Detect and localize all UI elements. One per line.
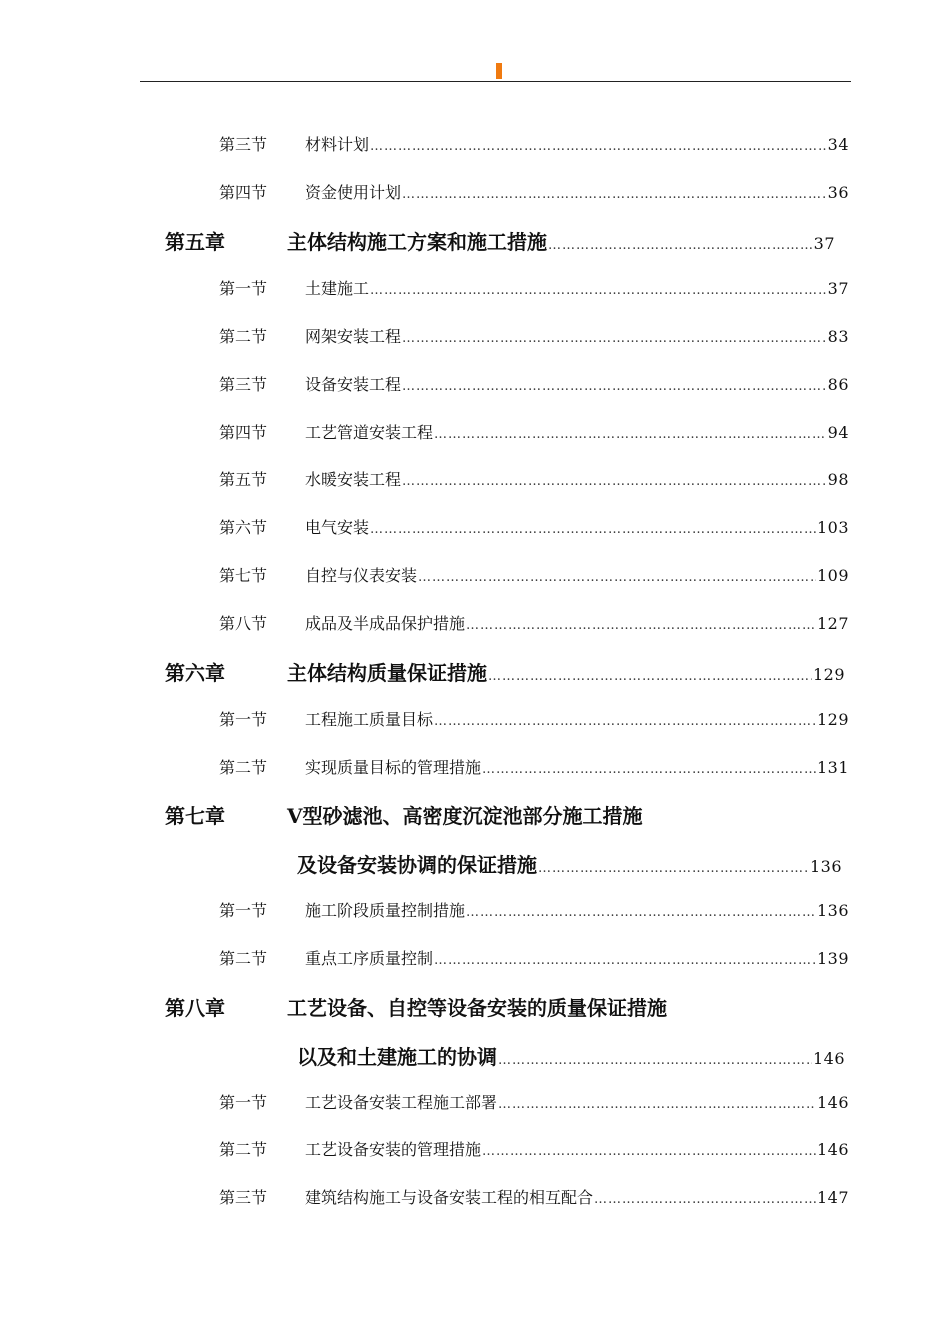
toc-page-number: 129	[812, 665, 845, 684]
toc-section-number: 第五节	[219, 470, 268, 489]
toc-page-number: 127	[816, 614, 849, 633]
toc-chapter-title-continued: 及设备安装协调的保证措施	[297, 853, 537, 877]
toc-chapter-entry[interactable]	[165, 226, 835, 255]
toc-page-number: 146	[816, 1093, 849, 1112]
toc-section-title: 实现质量目标的管理措施	[305, 758, 482, 777]
toc-page-number: 103	[816, 518, 849, 537]
toc-entry[interactable]	[219, 1137, 849, 1160]
toc-chapter-number: 第五章	[165, 230, 225, 254]
toc-section-number: 第四节	[219, 183, 268, 202]
toc-section-number: 第二节	[219, 949, 268, 968]
toc-leader	[466, 905, 816, 920]
toc-leader	[548, 238, 813, 253]
toc-section-title: 重点工序质量控制	[305, 949, 434, 968]
toc-leader	[434, 953, 816, 968]
toc-page-number: 147	[816, 1188, 849, 1207]
toc-chapter-title: 工艺设备、自控等设备安装的质量保证措施	[287, 996, 667, 1020]
toc-section-number: 第二节	[219, 758, 268, 777]
toc-section-number: 第二节	[219, 327, 268, 346]
toc-entry[interactable]	[219, 1090, 849, 1113]
toc-entry[interactable]	[219, 372, 849, 395]
toc-leader	[402, 331, 827, 346]
toc-section-title: 设备安装工程	[305, 375, 402, 394]
toc-section-title: 土建施工	[305, 279, 370, 298]
toc-leader	[498, 1097, 816, 1112]
toc-chapter-title: 主体结构施工方案和施工措施	[287, 230, 547, 254]
toc-chapter-entry[interactable]	[165, 992, 667, 1021]
toc-entry[interactable]	[219, 898, 849, 921]
toc-leader	[434, 427, 827, 442]
toc-leader	[370, 139, 827, 154]
toc-entry[interactable]	[219, 180, 849, 203]
toc-leader	[402, 187, 827, 202]
toc-chapter-entry-continuation[interactable]	[297, 1041, 845, 1070]
toc-section-title: 成品及半成品保护措施	[305, 614, 466, 633]
toc-page-number: 37	[827, 279, 849, 298]
toc-entry[interactable]	[219, 324, 849, 347]
toc-leader	[370, 283, 827, 298]
toc-chapter-title: V型砂滤池、高密度沉淀池部分施工措施	[287, 804, 643, 828]
toc-section-number: 第三节	[219, 1188, 268, 1207]
toc-section-number: 第六节	[219, 518, 268, 537]
toc-leader	[482, 1144, 816, 1159]
toc-section-title: 建筑结构施工与设备安装工程的相互配合	[305, 1188, 594, 1207]
toc-section-number: 第一节	[219, 901, 268, 920]
header-rule	[140, 81, 851, 82]
toc-chapter-entry[interactable]	[165, 657, 845, 686]
toc-section-number: 第一节	[219, 710, 268, 729]
toc-section-title: 工艺设备安装的管理措施	[305, 1140, 482, 1159]
toc-chapter-entry-continuation[interactable]	[297, 849, 842, 878]
toc-leader	[594, 1192, 816, 1207]
toc-page-number: 139	[816, 949, 849, 968]
toc-section-title: 工艺设备安装工程施工部署	[305, 1093, 498, 1112]
toc-page-number: 129	[816, 710, 849, 729]
toc-chapter-number: 第六章	[165, 661, 225, 685]
toc-page-number: 83	[827, 327, 849, 346]
toc-section-number: 第三节	[219, 375, 268, 394]
toc-entry[interactable]	[219, 515, 849, 538]
header-mark	[496, 63, 502, 79]
toc-section-number: 第八节	[219, 614, 268, 633]
toc-section-title: 自控与仪表安装	[305, 566, 418, 585]
toc-entry[interactable]	[219, 611, 849, 634]
toc-chapter-entry[interactable]	[165, 800, 643, 829]
toc-section-title: 施工阶段质量控制措施	[305, 901, 466, 920]
toc-leader	[434, 714, 816, 729]
toc-chapter-title-continued: 以及和土建施工的协调	[297, 1045, 497, 1069]
toc-entry[interactable]	[219, 563, 849, 586]
toc-page-number: 36	[827, 183, 849, 202]
toc-leader	[482, 762, 816, 777]
toc-section-title: 材料计划	[305, 135, 370, 154]
toc-entry[interactable]	[219, 755, 849, 778]
toc-section-title: 网架安装工程	[305, 327, 402, 346]
toc-page-number: 136	[816, 901, 849, 920]
toc-section-title: 工艺管道安装工程	[305, 423, 434, 442]
toc-page-number: 131	[816, 758, 849, 777]
toc-leader	[370, 522, 816, 537]
toc-section-number: 第三节	[219, 135, 268, 154]
toc-section-title: 工程施工质量目标	[305, 710, 434, 729]
toc-page-number: 98	[827, 470, 849, 489]
toc-leader	[402, 474, 827, 489]
toc-leader	[488, 669, 812, 684]
toc-section-title: 水暖安装工程	[305, 470, 402, 489]
toc-entry[interactable]	[219, 420, 849, 443]
toc-page-number: 109	[816, 566, 849, 585]
toc-section-title: 资金使用计划	[305, 183, 402, 202]
toc-entry[interactable]	[219, 467, 849, 490]
toc-section-number: 第二节	[219, 1140, 268, 1159]
toc-leader	[418, 570, 816, 585]
toc-chapter-number: 第七章	[165, 804, 225, 828]
toc-chapter-title: 主体结构质量保证措施	[287, 661, 487, 685]
toc-page-number: 34	[827, 135, 849, 154]
toc-page-number: 37	[813, 234, 835, 253]
toc-section-number: 第七节	[219, 566, 268, 585]
toc-leader	[402, 379, 827, 394]
toc-entry[interactable]	[219, 1185, 849, 1208]
toc-section-number: 第一节	[219, 279, 268, 298]
toc-page-number: 94	[827, 423, 849, 442]
toc-leader	[538, 861, 809, 876]
toc-page-number: 86	[827, 375, 849, 394]
toc-entry[interactable]	[219, 707, 849, 730]
toc-leader	[498, 1053, 812, 1068]
toc-entry[interactable]	[219, 276, 849, 299]
toc-section-title: 电气安装	[305, 518, 370, 537]
toc-entry[interactable]	[219, 132, 849, 155]
toc-section-number: 第一节	[219, 1093, 268, 1112]
toc-section-number: 第四节	[219, 423, 268, 442]
toc-page-number: 146	[816, 1140, 849, 1159]
toc-page-number: 146	[812, 1049, 845, 1068]
toc-chapter-number: 第八章	[165, 996, 225, 1020]
toc-leader	[466, 618, 816, 633]
toc-entry[interactable]	[219, 946, 849, 969]
toc-page-number: 136	[809, 857, 842, 876]
